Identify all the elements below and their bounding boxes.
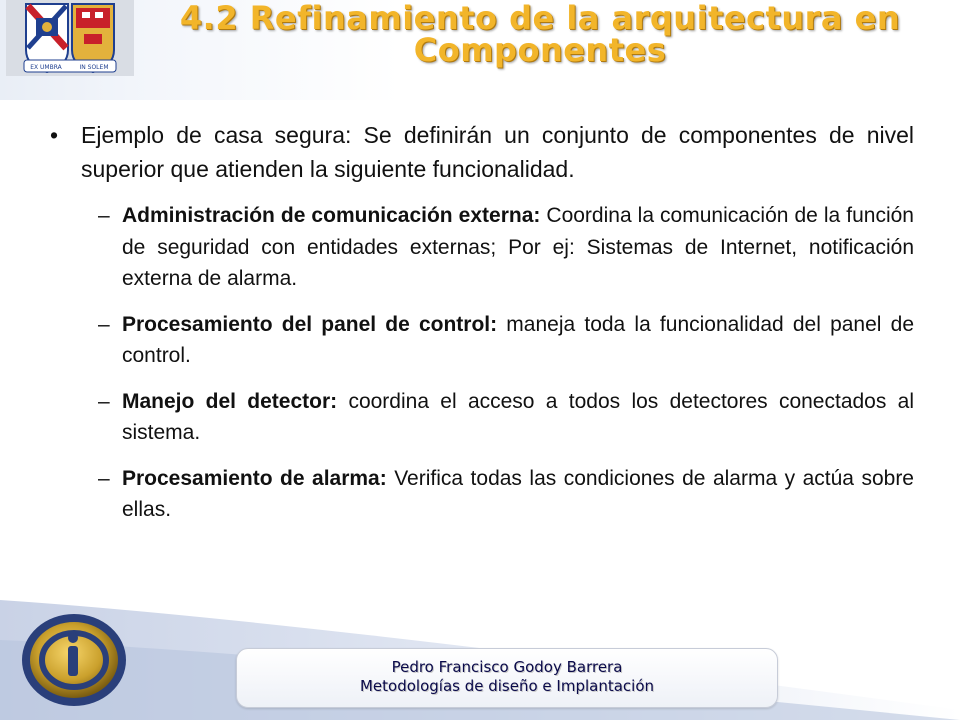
component-description: Verifica todas las condiciones de alarma y actúa sobre ellas.: [122, 466, 914, 521]
dash-marker: –: [98, 312, 110, 336]
dash-marker: –: [98, 389, 110, 413]
footer-box: [236, 648, 778, 708]
bullet-icon: •: [50, 122, 59, 148]
component-term: Administración de comunicación externa:: [122, 204, 541, 227]
slide-title: 4.2 Refinamiento de la arquitectura en Componentes: [179, 0, 901, 69]
dash-marker: –: [98, 204, 110, 227]
component-item: [50, 463, 914, 526]
round-logo-icon: [22, 614, 126, 706]
dash-marker: –: [98, 466, 110, 490]
component-description: Coordina la comunicación de la función de seguridad con entidades externas; Por ej: Sistemas de Internet, notificación externa de alarma.: [122, 204, 914, 290]
component-description: maneja toda la funcionalidad del panel de control.: [122, 312, 914, 367]
component-item: [50, 309, 914, 372]
intro-text: Ejemplo de casa segura: Se definirán un conjunto de componentes de nivel superior que atienden la siguiente funcionalidad.: [81, 122, 914, 182]
footer-course: Metodologías de diseño e Implantación: [359, 677, 655, 695]
slide-content: [50, 118, 914, 526]
component-term: Procesamiento de alarma:: [122, 466, 387, 490]
component-description: coordina el acceso a todos los detectores conectados al sistema.: [122, 389, 915, 444]
university-crest-logo: [6, 0, 134, 76]
component-term: Procesamiento del panel de control:: [122, 312, 498, 336]
crest-motto-right: IN SOLEM: [79, 64, 109, 71]
component-item: [50, 386, 914, 449]
crest-motto-left: EX UMBRA: [30, 64, 62, 71]
intro-bullet: [50, 118, 914, 186]
component-item: [50, 200, 914, 295]
component-term: Manejo del detector:: [122, 389, 338, 413]
footer-author: Pedro Francisco Godoy Barrera: [391, 658, 623, 676]
